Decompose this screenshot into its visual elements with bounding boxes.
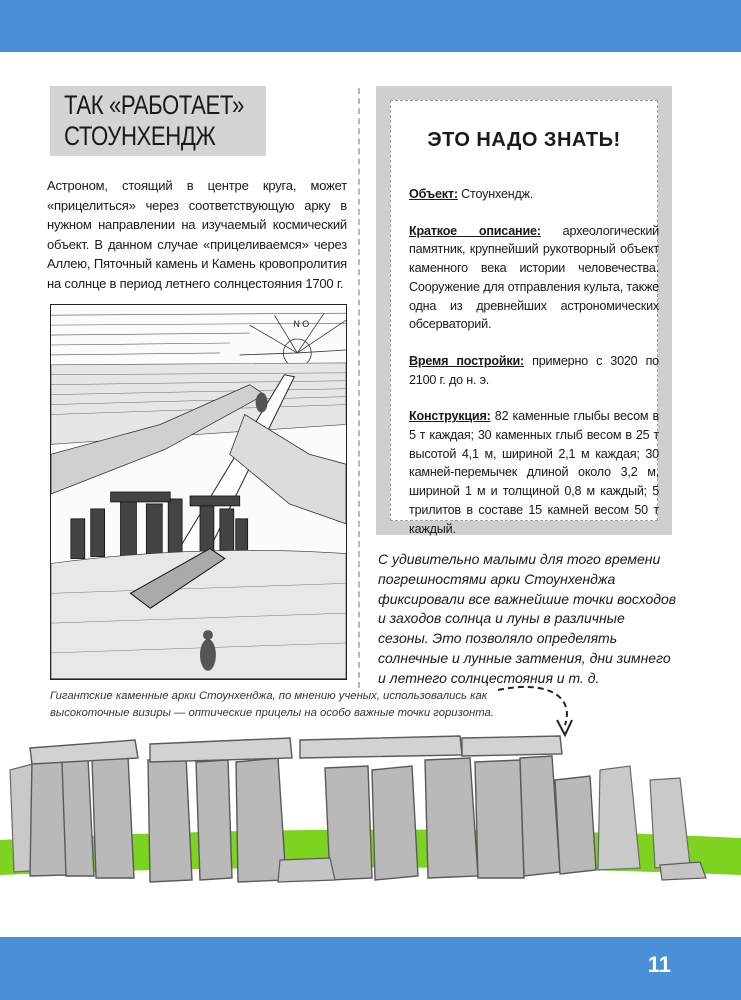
info-item-object: Объект: Стоунхендж. — [409, 187, 534, 201]
title-line-2: СТОУНХЕНДЖ — [64, 121, 216, 151]
sign-text: N O — [293, 319, 310, 330]
info-item-construction: Конструкция: 82 каменные глыбы весом в 5 т каждая; 30 каменных глыб весом в 25 т высотой 4,1 м, шириной 2,1 м каждая; 30 камней-перемычек длиной около 3,2 м, шириной 1 м и толщиной 0,8 м каждый; 5 трилитов в составе 15 камней весом 50 т каждый. — [409, 409, 659, 536]
stonehenge-stones-illustration — [0, 700, 741, 937]
page-number: 11 — [647, 952, 671, 977]
intro-paragraph: Астроном, стоящий в центре круга, может «прицелиться» через соответствующую арку в нужном направлении на изучаемый космический объект. В данном случае «прицеливаемся» через Аллею, Пяточный камень и Камень кровопролития на солнце в период летнего солнцестояния 1700 г. — [47, 178, 347, 291]
italic-note: С удивительно малыми для того времени погрешностями арки Стоунхенджа фиксировали все важнейшие точки восходов и заходов солнца и луны в различные сезоны. Это позволяло определять солнечные и лунные затмения, дни зимнего и летнего солнцестояния и т. д. — [378, 551, 677, 686]
bottom-color-band — [0, 937, 741, 1000]
info-panel-title: ЭТО НАДО ЗНАТЬ! — [427, 129, 621, 151]
title-line-1: ТАК «РАБОТАЕТ» — [64, 90, 244, 120]
info-item-build-time: Время постройки: примерно с 3020 по 2100 г. до н. э. — [409, 353, 659, 387]
info-item-description: Краткое описание: археологический памятник, крупнейший рукотворный объект каменного века истории человечества. Сооружение для отправления культа, также одна из древнейших астрономических обсерваторий. — [409, 223, 659, 332]
photo-caption: Гигантские каменные арки Стоунхенджа, по мнению ученых, использовались как высокоточные визиры — оптические прицелы на особо важные точки горизонта. — [50, 690, 494, 719]
